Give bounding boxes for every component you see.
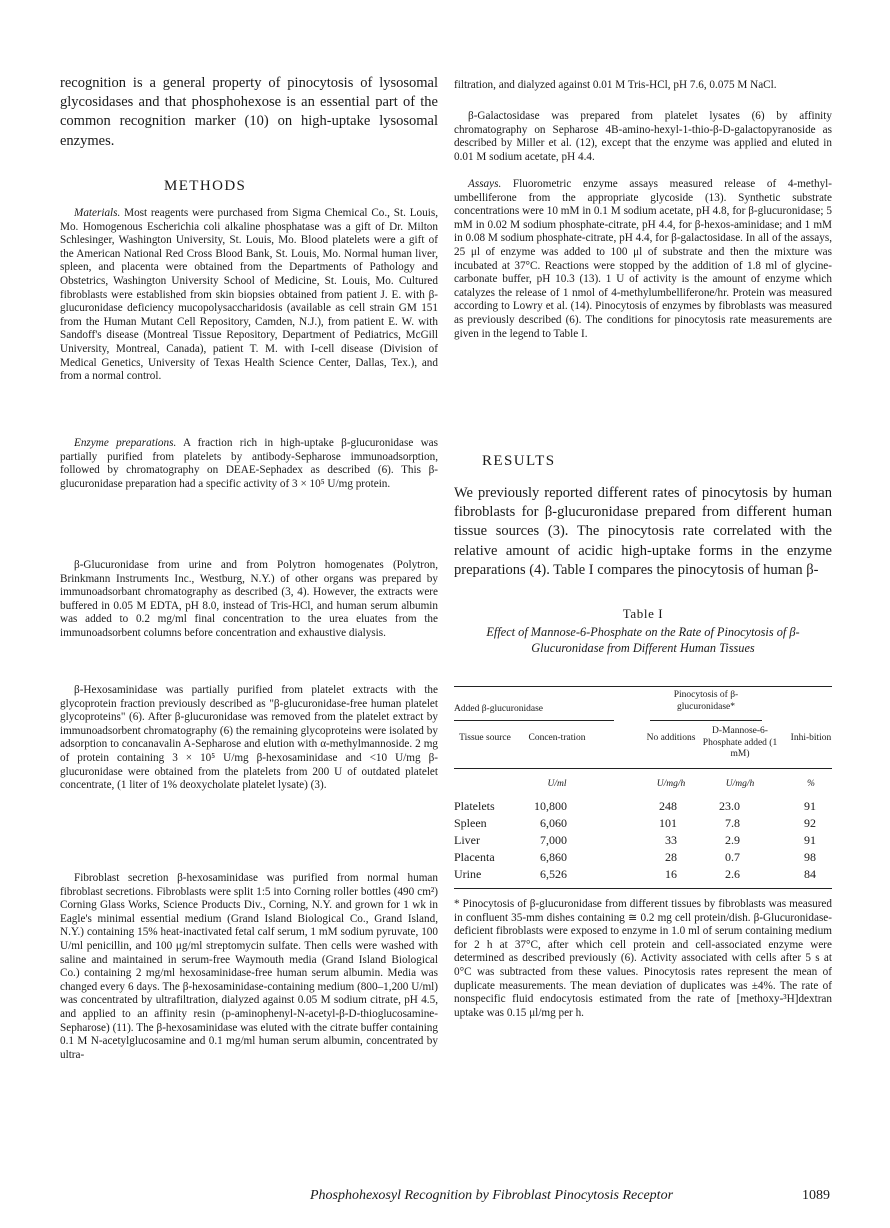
cell-no-additions: 33 — [665, 833, 677, 847]
group-header-pinocytosis: Pinocytosis of β-glucuronidase* — [673, 690, 739, 712]
intro-paragraph: recognition is a general property of pinocytosis of lysosomal glycosidases and that phosphohexose is an essential part of the common recognition marker (10) on high-uptake lysosomal enzymes. — [60, 75, 438, 149]
results-heading: RESULTS — [482, 453, 556, 469]
fibroblast-paragraph: Fibroblast secretion β-hexosaminidase was purified from normal human fibroblast secretions. Fibroblasts were split 1:5 into Corning roller bottles (490 cm²) Corning Glass Works, Science Products Div., Corning, N.Y. and grown for 1 wk in Eagle's minimal essential medium (Grand Island Biological Co., Grand Island, N.Y.) containing 15% heat-inactivated fetal calf serum, 1 mM sodium pyruvate, 100 U/ml penicillin, and 100 μg/ml streptomycin sulfate. Then cells were washed with saline and maintained in serum-free Waymouth media (Grand Island Biological Co.) containing 2 mg/ml hexosaminidase-free human serum albumin. Media was changed every 6 days. The β-hexosaminidase-containing medium (800–1,200 U/ml) was concentrated by ultrafiltration, dialyzed against 0.05 M sodium citrate, pH 4.5, and applied to an affinity resin (p-aminophenyl-N-acetyl-β-D-thioglucosamine-Sepharose) (11). The β-hexosaminidase was eluted with the citrate buffer containing 0.1 M N-acetylglucosamine and 0.1 mg/ml human serum albumin, concentrated by ultra- — [60, 872, 438, 1061]
materials-label: Materials. — [74, 207, 121, 219]
table-row — [454, 867, 832, 883]
cell-mannose: 2.9 — [725, 833, 740, 847]
assays-text: Fluorometric enzyme assays measured release of 4-methyl-umbelliferone from the appropriate glycoside (13). Synthetic substrate concentrations were 10 mM in 0.1 M sodium acetate, pH 4.8, for β-glucuronidase; 5 mM in 0.02 M sodium phosphate-citrate, pH 4.4, for β-hexos-aminidase; and 1 mM in 0.08 M sodium phosphate-citrate, pH 4.4, for β-galactosidase. In all of the assays, 25 μl of enzyme was added to 100 μl of substrate and then the mixture was incubated at 37°C. Reactions were stopped by the addition of 1.8 ml of glycine-carbonate buffer, pH 10.3 (13). 1 U of activity is the amount of enzyme which catalyzes the release of 1 nmol of 4-methylumbelliferone/hr. Protein was measured according to Lowry et al. (14). Pinocytosis of enzymes by fibroblasts was measured as previously described (6). The conditions for pinocytosis rate measurements are given in the legend to Table I. — [454, 178, 832, 340]
methods-heading: METHODS — [164, 178, 247, 194]
table-top-rule — [454, 686, 832, 687]
group-header-added: Added β-glucuronidase — [454, 704, 543, 714]
cell-no-additions: 101 — [659, 816, 677, 830]
cell-tissue: Platelets — [454, 799, 495, 813]
cell-tissue: Liver — [454, 833, 480, 847]
unit-no-additions: U/mg/h — [656, 779, 686, 789]
cell-inhibition: 91 — [804, 833, 816, 847]
results-paragraph: We previously reported different rates of pinocytosis by human fibroblasts for β-glucuronidase prepared from different human tissue sources (3). The pinocytosis rate correlated with the relative amount of acidic high-uptake forms in the enzyme preparations (4). Table I compares the pinocytosis of human β- — [454, 485, 832, 578]
materials-text: Most reagents were purchased from Sigma Chemical Co., St. Louis, Mo. Homogenous Escherichia coli alkaline phosphatase was a gift of Dr. Milton Schlesinger, Washington University, St. Louis, Mo. Blood platelets were a gift of the American National Red Cross Blood Bank, St. Louis, Mo. Normal human liver, spleen, and placenta were obtained from the Departments of Pathology and Obstetrics, Washington University School of Medicine, St. Louis, Mo. Cultured fibroblasts were established from skin biopsies obtained from patient J. E. with β-glucuronidase deficiency mucopolysaccharidosis (available as cell strain GM 151 from the Human Mutant Cell Repository, Camden, N.J.), from patient E. W. with Sandoff's disease (Montreal Tissue Repository, Department of Pediatrics, McGill University, Montreal, Canada), patient T. M. with I-cell disease (Division of Medical Genetics, University of Texas Health Science Center, Dallas, Tex.), and from a normal control. — [60, 207, 438, 383]
unit-mannose: U/mg/h — [725, 779, 755, 789]
table-row — [454, 833, 832, 849]
table-title: Table I — [622, 606, 664, 621]
page-footer — [310, 1188, 830, 1204]
running-title: Phosphohexosyl Recognition by Fibroblast Pinocytosis Receptor — [310, 1188, 674, 1203]
table-row — [454, 816, 832, 832]
cell-mannose: 0.7 — [725, 850, 740, 864]
cell-tissue: Spleen — [454, 816, 487, 830]
unit-concentration: U/ml — [547, 779, 567, 789]
galactosidase-paragraph: β-Galactosidase was prepared from platelet lysates (6) by affinity chromatography on Sepharose 4B-amino-hexyl-1-thio-β-D-galactopyranoside as described by Miller et al. (12), except that the enzyme was applied and eluted in 0.01 M sodium acetate, pH 4.4. — [454, 110, 832, 163]
col-header-concentration: Concen-tration — [528, 733, 586, 743]
unit-inhibition: % — [807, 779, 815, 789]
col-header-no-additions: No additions — [646, 733, 696, 743]
cell-no-additions: 248 — [659, 799, 677, 813]
cell-tissue: Placenta — [454, 850, 495, 864]
continued-paragraph: filtration, and dialyzed against 0.01 M Tris-HCl, pH 7.6, 0.075 M NaCl. — [454, 79, 777, 91]
cell-mannose: 7.8 — [725, 816, 740, 830]
cell-tissue: Urine — [454, 867, 482, 881]
col-header-tissue: Tissue source — [459, 733, 511, 743]
cell-inhibition: 92 — [804, 816, 816, 830]
table-row — [454, 799, 832, 815]
page-number: 1089 — [802, 1188, 830, 1203]
pinocytosis-group-rule — [650, 720, 762, 721]
cell-concentration: 6,860 — [540, 850, 567, 864]
col-header-mannose: D-Mannose-6-Phosphate added (1 mM) — [702, 726, 778, 759]
assays-paragraph — [454, 178, 832, 341]
table-footnote: * Pinocytosis of β-glucuronidase from different tissues by fibroblasts was measured in confluent 35-mm dishes containing ≅ 0.2 mg cell protein/dish. β-Glucuronidase-deficient fibroblasts were exposed to enzyme in 1.0 ml of serum containing medium for 2 h at 37°C, after which cell protein and cell-associated enzyme were determined as described previously (6). Activity associated with cells after 5 s at 0°C was subtracted from these values. Pinocytosis rates represent the mean of duplicate measurements. The mean deviation of duplicates was ±4%. The rate of nonspecific fluid endocytosis estimated from the rate of [methoxy-³H]dextran uptake was 0.15 μl/mg per h. — [454, 898, 832, 1019]
urine-paragraph: β-Glucuronidase from urine and from Polytron homogenates (Polytron, Brinkmann Instruments Inc., Westburg, N.Y.) of other organs was prepared by immunoadsorbant chromatography as described (3, 4). However, the extracts were buffered in 0.05 M EDTA, pH 8.0, instead of Tris-HCl, and human serum albumin was added to 0.2 mg/ml final concentration to the urea eluates from the immunoadsorbent columns before concentration and exhaustive dialysis. — [60, 559, 438, 639]
enzyme-label: Enzyme preparations. — [74, 437, 177, 449]
assays-label: Assays. — [468, 178, 502, 190]
cell-inhibition: 84 — [804, 867, 816, 881]
cell-concentration: 10,800 — [534, 799, 567, 813]
cell-inhibition: 98 — [804, 850, 816, 864]
cell-mannose: 23.0 — [719, 799, 740, 813]
table-row — [454, 850, 832, 866]
enzyme-text: A fraction rich in high-uptake β-glucuronidase was partially purified from platelets by antibody-Sepharose immunoadsorption, followed by chromatography on DEAE-Sephadex as described (6). This β-glucuronidase preparation had a specific activity of 3 × 10⁵ U/mg protein. — [60, 437, 438, 490]
cell-no-additions: 16 — [665, 867, 677, 881]
cell-concentration: 6,526 — [540, 867, 567, 881]
cell-inhibition: 91 — [804, 799, 816, 813]
cell-mannose: 2.6 — [725, 867, 740, 881]
col-header-inhibition: Inhi-bition — [790, 733, 832, 743]
added-group-rule — [454, 720, 614, 721]
cell-concentration: 7,000 — [540, 833, 567, 847]
hexosaminidase-paragraph: β-Hexosaminidase was partially purified from platelet extracts with the glycoprotein fraction previously described as "β-glucuronidase-free human platelet glycoproteins" (6). After β-glucuronidase was removed from the platelet extract by immunoadsorbent chromatography (6) the remaining glycoproteins were isolated by adsorption to concanavalin A-Sepharose and elution with α-methylmannoside. 2 mg of protein containing 3 × 10⁵ U/mg β-hexosaminidase and <10 U/mg β-glucuronidase were obtained from the platelets from 200 U of outdated platelet concentrate, (1 liter of 1% deoxycholate platelet lysate) (3). — [60, 684, 438, 792]
table-caption: Effect of Mannose-6-Phosphate on the Rate of Pinocytosis of β-Glucuronidase from Different Human Tissues — [486, 625, 800, 655]
cell-no-additions: 28 — [665, 850, 677, 864]
materials-paragraph — [60, 207, 438, 384]
enzyme-paragraph — [60, 437, 438, 491]
header-bottom-rule — [454, 768, 832, 769]
cell-concentration: 6,060 — [540, 816, 567, 830]
table-bottom-rule — [454, 888, 832, 889]
